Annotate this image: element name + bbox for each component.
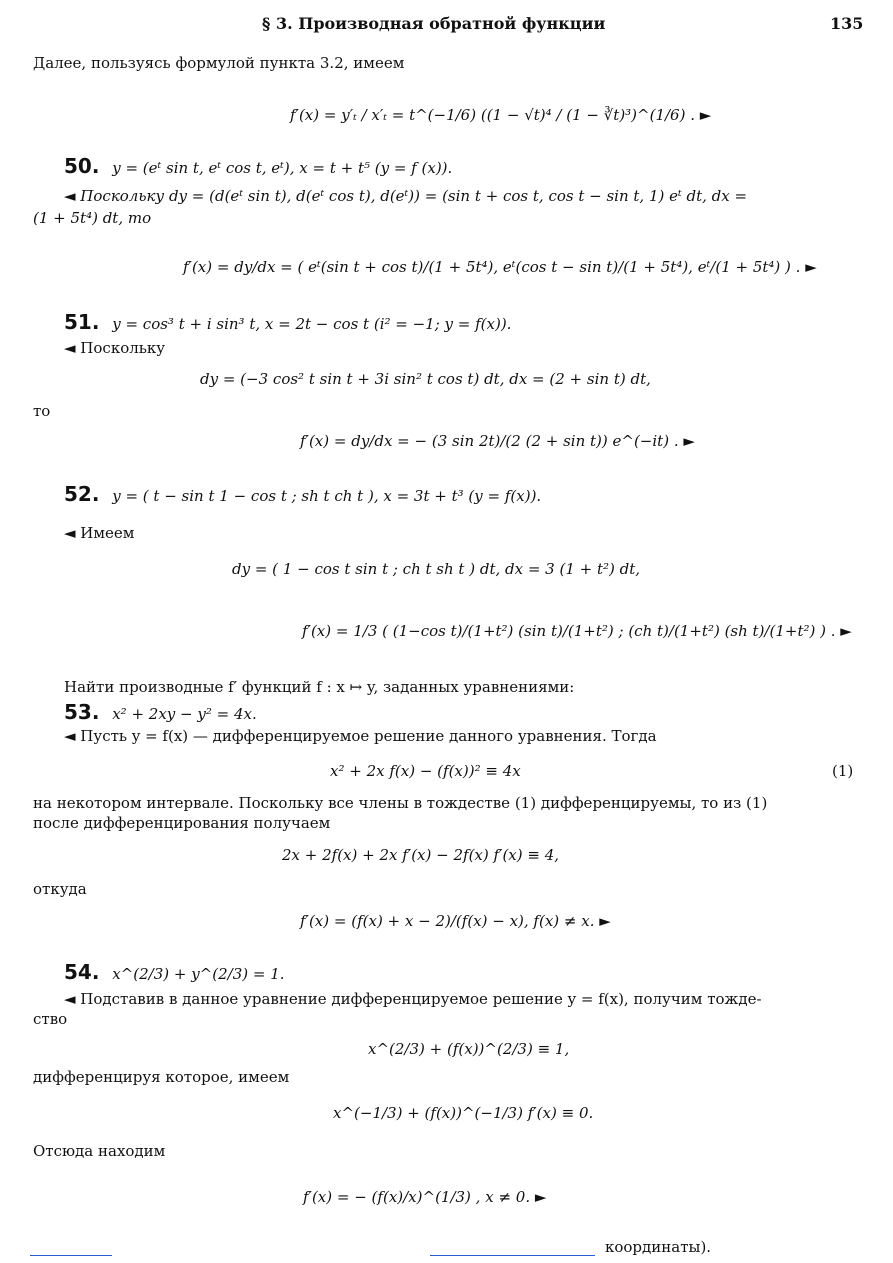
text-line: ◄ Имеем: [64, 524, 135, 542]
problem-number: 52.: [64, 482, 100, 506]
formula: f′(x) = dy/dx = − (3 sin 2t)/(2 (2 + sin t)) e^(−it) . ►: [300, 432, 695, 450]
text-line: ◄ Подставив в данное уравнение дифференцируемое решение y = f(x), получим тожде-: [64, 990, 762, 1008]
formula: dy = ( 1 − cos t sin t ; ch t sh t ) dt, dx = 3 (1 + t²) dt,: [232, 560, 641, 578]
problem-51: [64, 310, 511, 334]
formula: x^(2/3) + (f(x))^(2/3) ≡ 1,: [368, 1040, 570, 1058]
problem-number: 53.: [64, 700, 100, 724]
problem-53: [64, 700, 257, 724]
page-number: 135: [830, 14, 864, 33]
text-line: дифференцируя которое, имеем: [33, 1068, 290, 1086]
text-line: (1 + 5t⁴) dt, то: [33, 209, 152, 227]
text-line: ◄ Пусть y = f(x) — дифференцируемое решение данного уравнения. Тогда: [64, 727, 657, 745]
problem-number: 54.: [64, 960, 100, 984]
formula: f′(x) = (f(x) + x − 2)/(f(x) − x), f(x) ≠ x. ►: [300, 912, 611, 930]
text-line: то: [33, 402, 51, 420]
footer-link-line[interactable]: [30, 1255, 112, 1256]
text-line: Отсюда находим: [33, 1142, 166, 1160]
formula: dy = (−3 cos² t sin t + 3i sin² t cos t) dt, dx = (2 + sin t) dt,: [200, 370, 651, 388]
text-line: на некотором интервале. Поскольку все члены в тождестве (1) дифференцируемы, то из (1): [33, 794, 768, 812]
problem-statement: y = cos³ t + i sin³ t, x = 2t − cos t (i² = −1; y = f(x)).: [112, 315, 512, 333]
formula: f′(x) = 1/3 ( (1−cos t)/(1+t²) (sin t)/(1+t²) ; (ch t)/(1+t²) (sh t)/(1+t²) ) . ►: [302, 622, 852, 640]
section-title: § 3. Производная обратной функции: [262, 14, 606, 33]
text-line: откуда: [33, 880, 87, 898]
problem-52: [64, 482, 541, 506]
problem-statement: x² + 2xy − y² = 4x.: [112, 705, 257, 723]
text-line: ◄ Поскольку dy = (d(eᵗ sin t), d(eᵗ cos t), d(eᵗ)) = (sin t + cos t, cos t − sin t, 1) eᵗ dt, dx =: [64, 187, 748, 205]
formula: x² + 2x f(x) − (f(x))² ≡ 4x: [330, 762, 521, 780]
problem-statement: y = ( t − sin t 1 − cos t ; sh t ch t ), x = 3t + t³ (y = f(x)).: [112, 487, 542, 505]
formula: 2x + 2f(x) + 2x f′(x) − 2f(x) f′(x) ≡ 4,: [282, 846, 560, 864]
footer-link-line[interactable]: [430, 1255, 595, 1256]
problem-50: [64, 154, 452, 178]
text-line: Далее, пользуясь формулой пункта 3.2, имеем: [33, 54, 405, 72]
formula: f′(x) = − (f(x)/x)^(1/3) , x ≠ 0. ►: [303, 1188, 547, 1206]
problem-54: [64, 960, 285, 984]
problem-number: 51.: [64, 310, 100, 334]
formula: x^(−1/3) + (f(x))^(−1/3) f′(x) ≡ 0.: [333, 1104, 594, 1122]
problem-statement: y = (eᵗ sin t, eᵗ cos t, eᵗ), x = t + t⁵ (y = f (x)).: [112, 159, 453, 177]
text-line: ство: [33, 1010, 68, 1028]
formula: f′(x) = dy/dx = ( eᵗ(sin t + cos t)/(1 + 5t⁴), eᵗ(cos t − sin t)/(1 + 5t⁴), eᵗ/(1 + 5t⁴) ) . ►: [183, 258, 817, 276]
footer-text: координаты).: [605, 1238, 712, 1256]
text-line: ◄ Поскольку: [64, 339, 166, 357]
problem-statement: x^(2/3) + y^(2/3) = 1.: [112, 965, 285, 983]
problem-number: 50.: [64, 154, 100, 178]
text-line: после дифференцирования получаем: [33, 814, 331, 832]
text-line: Найти производные f′ функций f : x ↦ y, заданных уравнениями:: [64, 678, 575, 696]
formula: f′(x) = y′ₜ / x′ₜ = t^(−1/6) ((1 − √t)⁴ / (1 − ∛t)³)^(1/6) . ►: [290, 106, 712, 124]
equation-number: (1): [832, 762, 854, 780]
